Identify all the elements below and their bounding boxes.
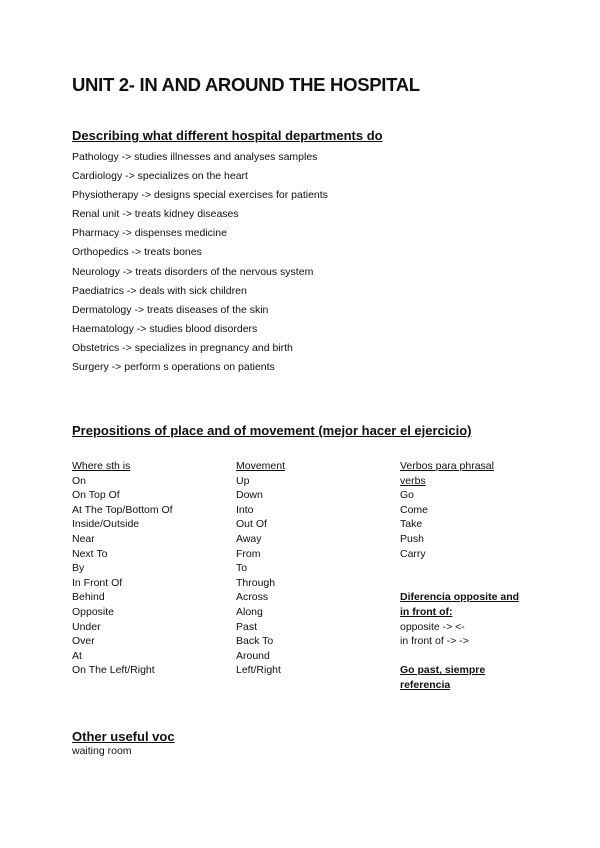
list-item: waiting room	[72, 745, 132, 757]
list-item: Haematology -> studies blood disorders	[72, 322, 258, 335]
list-item: Pathology -> studies illnesses and analyses samples	[72, 151, 318, 163]
list-item: Into	[236, 503, 254, 516]
list-item: Left/Right	[236, 664, 281, 677]
list-item: On	[72, 474, 87, 487]
list-item: Paediatrics -> deals with sick children	[72, 284, 247, 297]
column-header: Verbos para phrasal	[400, 460, 494, 472]
list-item: Back To	[236, 635, 274, 648]
list-item: Surgery -> perform s operations on patients	[72, 361, 275, 374]
spacer	[400, 650, 535, 665]
note-example: opposite -> <-	[400, 620, 465, 633]
list-item: Take	[400, 518, 423, 531]
other-voc-heading: Other useful voc	[72, 729, 175, 744]
list-item: Up	[236, 474, 250, 487]
departments-heading: Describing what different hospital departments do	[72, 128, 383, 143]
list-item: Inside/Outside	[72, 518, 140, 531]
list-item: Physiotherapy -> designs special exercises for patients	[72, 189, 328, 202]
list-item: Cardiology -> specializes on the heart	[72, 170, 248, 183]
list-item: Pharmacy -> dispenses medicine	[72, 227, 227, 240]
list-item: Carry	[400, 547, 426, 560]
list-item: Down	[236, 489, 263, 502]
list-item: On Top Of	[72, 489, 120, 502]
list-item: Next To	[72, 547, 108, 560]
list-item: Away	[236, 532, 262, 545]
list-item: Around	[236, 649, 270, 662]
spacer	[400, 562, 535, 577]
list-item: Come	[400, 503, 429, 516]
list-item: Renal unit -> treats kidney diseases	[72, 208, 239, 221]
column-header-cont: verbs	[400, 474, 426, 487]
list-item: To	[236, 562, 248, 575]
list-item: Dermatology -> treats diseases of the skin	[72, 303, 269, 316]
page-title: UNIT 2- IN AND AROUND THE HOSPITAL	[72, 74, 420, 95]
note-example: in front of -> ->	[400, 635, 469, 648]
phrasal-verbs-column	[400, 460, 535, 694]
movement-column	[236, 460, 285, 679]
note-heading: Diferencia opposite and	[400, 591, 520, 604]
departments-list	[72, 151, 328, 380]
spacer	[400, 577, 535, 592]
list-item: Go	[400, 489, 415, 502]
list-item: Through	[236, 576, 276, 589]
list-item: Orthopedics -> treats bones	[72, 246, 202, 259]
list-item: On The Left/Right	[72, 664, 155, 677]
list-item: Obstetrics -> specializes in pregnancy and birth	[72, 341, 293, 354]
list-item: In Front Of	[72, 576, 123, 589]
list-item: Out Of	[236, 518, 267, 531]
note-heading: Go past, siempre	[400, 664, 486, 677]
list-item: By	[72, 562, 85, 575]
list-item: Past	[236, 620, 258, 633]
list-item: Opposite	[72, 605, 115, 618]
list-item: Near	[72, 532, 95, 545]
list-item: Over	[72, 635, 95, 648]
list-item: Push	[400, 532, 424, 545]
list-item: At	[72, 649, 82, 662]
list-item: Under	[72, 620, 101, 633]
note-heading-cont: referencia	[400, 678, 451, 691]
list-item: Along	[236, 605, 263, 618]
list-item: Across	[236, 591, 269, 604]
list-item: At The Top/Bottom Of	[72, 503, 173, 516]
list-item: Behind	[72, 591, 105, 604]
where-column	[72, 460, 173, 679]
prepositions-heading: Prepositions of place and of movement (mejor hacer el ejercicio)	[72, 423, 472, 438]
list-item: Neurology -> treats disorders of the nervous system	[72, 265, 314, 278]
column-header: Movement	[236, 460, 286, 472]
note-heading-cont: in front of:	[400, 605, 453, 618]
list-item: From	[236, 547, 261, 560]
column-header: Where sth is	[72, 460, 131, 472]
